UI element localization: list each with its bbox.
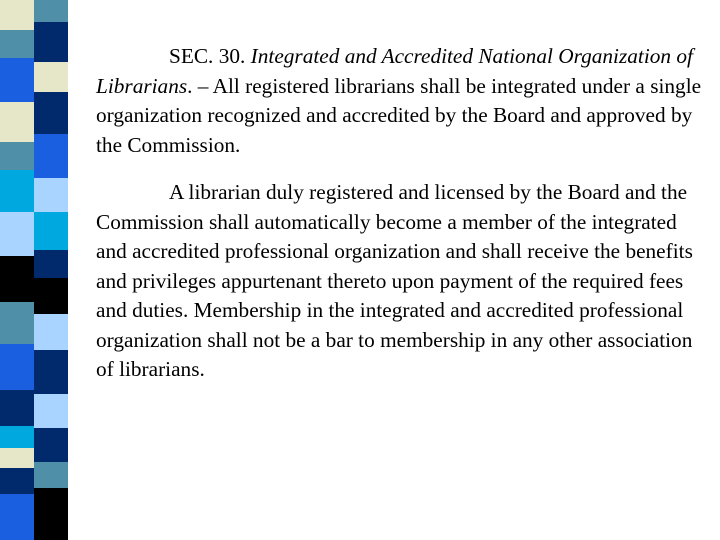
decorative-stripe-bar bbox=[0, 0, 68, 540]
stripe-block bbox=[0, 142, 34, 170]
stripe-block bbox=[34, 314, 68, 350]
stripe-block bbox=[0, 448, 34, 468]
stripe-block bbox=[34, 62, 68, 92]
stripe-block bbox=[34, 134, 68, 178]
stripe-block bbox=[0, 302, 34, 344]
membership-paragraph: A librarian duly registered and licensed by the Board and the Commission shall automatically become a member of the integrated and accredited professional organization and shall receive the benefits and privileges appurtenant thereto upon payment of the required fees and duties. Membership in the integrated and accredited professional organization shall not be a bar to membership in any other association of librarians. bbox=[96, 180, 693, 381]
stripe-block bbox=[0, 390, 34, 426]
section-number: SEC. 30. bbox=[169, 44, 251, 68]
stripe-block bbox=[34, 92, 68, 134]
stripe-block bbox=[34, 0, 68, 22]
stripe-block bbox=[0, 170, 34, 212]
stripe-block bbox=[0, 0, 34, 30]
stripe-block bbox=[0, 426, 34, 448]
stripe-block bbox=[0, 102, 34, 142]
stripe-block bbox=[34, 250, 68, 278]
stripe-block bbox=[34, 428, 68, 462]
stripe-block bbox=[0, 344, 34, 390]
stripe-block bbox=[0, 468, 34, 494]
stripe-block bbox=[34, 22, 68, 62]
stripe-block bbox=[0, 30, 34, 58]
stripe-block bbox=[34, 394, 68, 428]
section-paragraph bbox=[96, 42, 702, 160]
stripe-block bbox=[34, 462, 68, 488]
stripe-block bbox=[34, 178, 68, 212]
section-text: . – All registered librarians shall be integrated under a single organization recognized and accredited by the Board and approved by the Commission. bbox=[96, 73, 702, 157]
stripe-block bbox=[34, 212, 68, 250]
stripe-block bbox=[0, 212, 34, 256]
stripe-block bbox=[34, 488, 68, 540]
section-title: Integrated and Accredited National Organization of Librarians bbox=[96, 44, 693, 98]
stripe-block bbox=[34, 350, 68, 394]
stripe-block bbox=[0, 494, 34, 540]
stripe-block bbox=[34, 278, 68, 314]
body-text bbox=[96, 42, 702, 385]
stripe-block bbox=[0, 256, 34, 302]
stripe-block bbox=[0, 58, 34, 102]
